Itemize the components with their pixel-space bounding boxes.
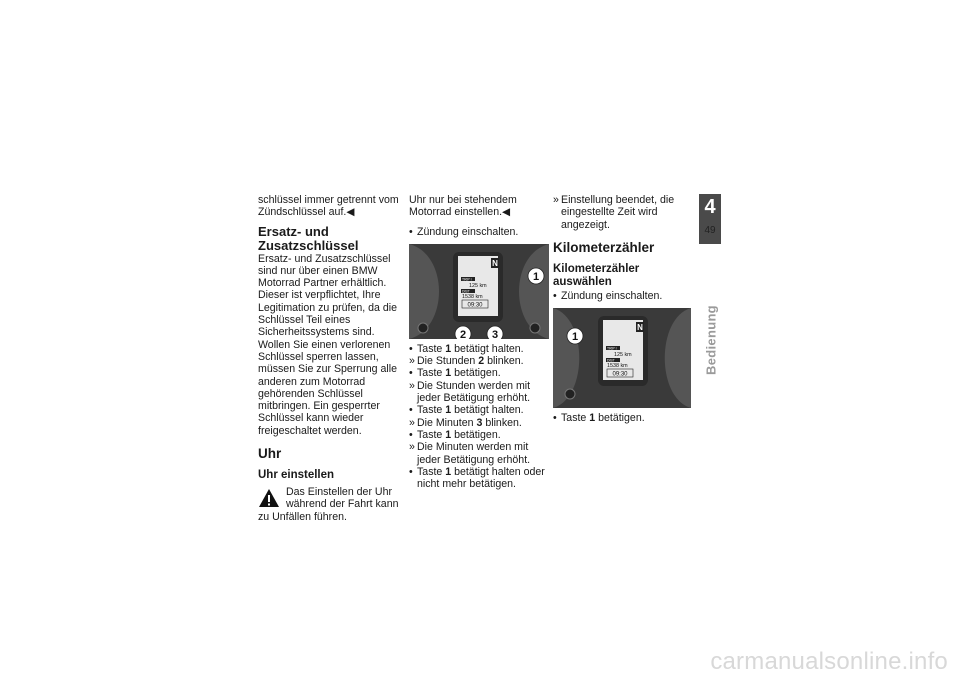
chapter-number: 4 (704, 196, 716, 218)
svg-text:125 km: 125 km (469, 282, 487, 289)
instrument-cluster-photo-clock (409, 244, 549, 339)
spare-keys-text: Ersatz- und Zusatzschlüssel sind nur über einen BMW Motorrad Partner erhältlich. Dieser ist verpflichtet, Ihre Legitimation zu prüfen, da die Schlüssel Teil eines Sicherheitssystems sind. Wollen Sie einen verlorenen Schlüssel sperren lassen, müssen Sie zur Sperrung alle anderen zum Motorrad gehörenden Schlüssel mitbringen. Ein gesperrter Schlüssel kann wieder freigeschaltet werden. (258, 252, 397, 437)
clock-readout: 09:30 (467, 302, 483, 309)
subheading-set-clock: Uhr einstellen (258, 469, 335, 482)
warning-note (258, 486, 400, 523)
svg-text:1: 1 (532, 270, 540, 283)
warning-icon (258, 488, 280, 508)
warning-text: Das Einstellen der Uhr während der Fahrt kann zu Unfällen führen. (258, 486, 399, 523)
intro-text: schlüssel immer getrennt vom Zündschlüssel auf.◀ (258, 194, 399, 219)
list-item: • Taste 1 betätigen. (409, 367, 501, 380)
step-list-0 (409, 226, 549, 238)
step-list-km-2 (553, 412, 693, 424)
svg-text:TRIP I: TRIP I (462, 277, 472, 282)
watermark: carmanualsonline.info (710, 648, 948, 675)
list-item: » Die Stunden werden mit jeder Betätigung erhöht. (409, 379, 531, 405)
list-item: » Einstellung beendet, die eingestellte Zeit wird angezeigt. (553, 194, 675, 231)
list-item: • Taste 1 betätigt halten oder nicht mehr betätigen. (409, 465, 545, 491)
list-item: • Taste 1 betätigt halten. (409, 342, 524, 355)
column-1 (258, 194, 400, 523)
column-3 (553, 194, 693, 424)
heading-odometer: Kilometerzähler (553, 239, 655, 255)
page-number: 49 (704, 225, 716, 236)
list-item: • Taste 1 betätigen. (553, 412, 645, 425)
column-2 (409, 194, 549, 490)
list-item: » Die Stunden 2 blinken. (409, 355, 524, 368)
instrument-cluster-photo-odometer (553, 308, 691, 408)
svg-text:3: 3 (491, 328, 499, 339)
list-item: • Taste 1 betätigen. (409, 428, 501, 441)
svg-text:125 km: 125 km (614, 352, 632, 359)
chapter-title: Bedienung (703, 305, 719, 375)
intro-text-2: Uhr nur bei stehendem Motorrad einstellen.◀ (409, 194, 517, 219)
list-item: » Die Minuten 3 blinken. (409, 416, 522, 429)
step-list (409, 343, 549, 491)
list-item: • Taste 1 betätigt halten. (409, 404, 524, 417)
list-item: » Die Minuten werden mit jeder Betätigung erhöht. (409, 441, 531, 466)
svg-text:DIST: DIST (607, 358, 615, 363)
step-list-km (553, 290, 693, 302)
list-item: • Zündung einschalten. (553, 289, 663, 302)
svg-text:2: 2 (459, 328, 467, 339)
gear-indicator: N (492, 258, 498, 268)
gear-indicator: N (637, 323, 643, 333)
heading-spare-keys: Ersatz- und Zusatzschlüssel (258, 223, 359, 253)
list-item: • Zündung einschalten. (409, 225, 519, 238)
svg-text:1538 km: 1538 km (462, 293, 483, 300)
clock-readout: 09:30 (612, 371, 628, 378)
svg-text:TRIP I: TRIP I (607, 346, 617, 351)
subheading-select-odometer: Kilometerzähler auswählen (553, 262, 640, 288)
svg-text:DIST: DIST (462, 289, 470, 294)
svg-text:1: 1 (571, 331, 579, 344)
heading-clock: Uhr (258, 446, 282, 462)
result-list (553, 194, 693, 231)
svg-text:1538 km: 1538 km (607, 363, 628, 370)
